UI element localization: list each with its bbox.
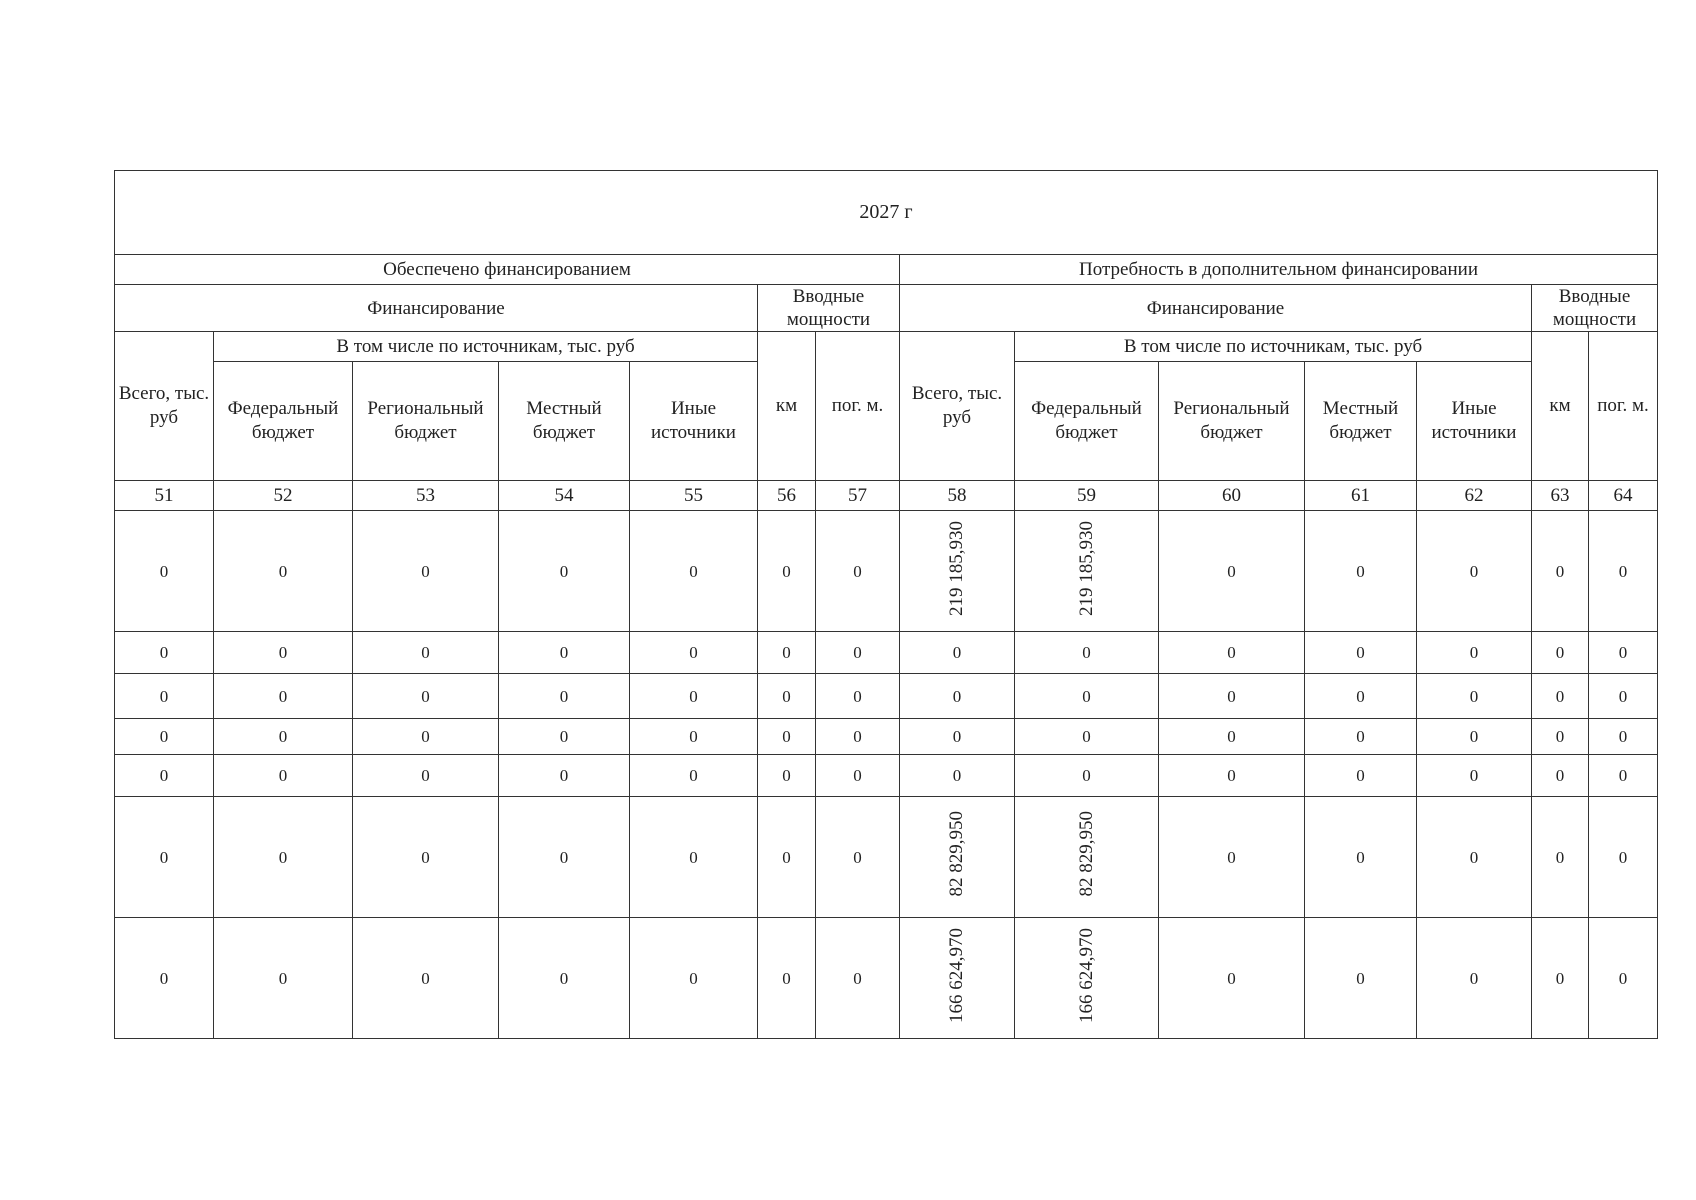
cell-value: 0 — [1469, 561, 1479, 581]
table-cell — [900, 918, 1015, 1039]
table-cell — [758, 511, 816, 632]
cell-value: 0 — [1469, 686, 1479, 706]
table-cell — [1159, 632, 1305, 674]
cell-value: 0 — [1555, 643, 1565, 662]
table-cell — [115, 918, 214, 1039]
table-cell — [214, 755, 353, 797]
table-cell — [1417, 797, 1532, 918]
col-total-secured: Всего, тыс. руб — [115, 332, 214, 481]
table-row — [115, 719, 1658, 755]
table-cell — [1532, 755, 1589, 797]
cell-value: 0 — [1618, 561, 1628, 581]
cell-value: 0 — [853, 968, 862, 988]
table-cell — [499, 918, 630, 1039]
cell-value: 0 — [1469, 847, 1479, 867]
cell-value: 0 — [1227, 686, 1236, 706]
column-number: 53 — [353, 481, 499, 511]
table-cell — [499, 511, 630, 632]
cell-value: 0 — [278, 561, 288, 581]
cell-value: 82 829,950 — [1075, 811, 1097, 897]
table-cell — [353, 755, 499, 797]
table-cell — [1417, 674, 1532, 719]
cell-value: 0 — [853, 643, 862, 662]
table-cell — [630, 511, 758, 632]
table-cell — [1015, 511, 1159, 632]
table-cell — [1305, 797, 1417, 918]
col-federal-additional: Федеральный бюджет — [1015, 362, 1159, 481]
table-cell — [900, 632, 1015, 674]
column-number: 63 — [1532, 481, 1589, 511]
cell-value: 0 — [782, 766, 791, 785]
cell-value: 0 — [1356, 686, 1365, 706]
table-cell — [1305, 674, 1417, 719]
cell-value: 0 — [278, 968, 288, 988]
cell-value: 0 — [853, 847, 862, 867]
col-federal-secured: Федеральный бюджет — [214, 362, 353, 481]
table-row — [115, 918, 1658, 1039]
table-cell — [1417, 755, 1532, 797]
cell-value: 0 — [1356, 847, 1365, 867]
secured-financing-header: Обеспечено финансированием — [115, 255, 900, 285]
additional-financing-header: Потребность в дополнительном финансировании — [900, 255, 1658, 285]
col-local-additional: Местный бюджет — [1305, 362, 1417, 481]
cell-value: 0 — [782, 686, 791, 706]
table-cell — [900, 719, 1015, 755]
table-cell — [1532, 511, 1589, 632]
table-cell — [1159, 511, 1305, 632]
column-numbers-row — [115, 481, 1658, 511]
table-cell — [758, 918, 816, 1039]
cell-value: 0 — [559, 968, 569, 988]
cell-value: 0 — [853, 686, 862, 706]
table-cell — [816, 674, 900, 719]
column-number: 64 — [1589, 481, 1658, 511]
table-cell — [1159, 755, 1305, 797]
table-cell — [1589, 719, 1658, 755]
cell-value: 0 — [689, 766, 698, 785]
cell-value: 0 — [278, 727, 288, 746]
cell-value: 0 — [782, 561, 791, 581]
funding-table-sheet — [114, 170, 1657, 1039]
table-cell — [1589, 632, 1658, 674]
table-cell — [816, 918, 900, 1039]
table-cell — [630, 674, 758, 719]
cell-value: 0 — [782, 968, 791, 988]
cell-value: 0 — [278, 686, 288, 706]
cell-value: 0 — [1555, 968, 1565, 988]
cell-value: 0 — [782, 727, 791, 746]
cell-value: 0 — [421, 643, 430, 662]
table-cell — [1015, 632, 1159, 674]
table-cell — [816, 797, 900, 918]
table-cell — [1589, 511, 1658, 632]
table-cell — [1589, 918, 1658, 1039]
table-cell — [816, 719, 900, 755]
cell-value: 0 — [1356, 727, 1365, 746]
table-cell — [630, 797, 758, 918]
column-number: 57 — [816, 481, 900, 511]
cell-value: 0 — [559, 766, 569, 785]
table-cell — [758, 755, 816, 797]
table-cell — [816, 632, 900, 674]
table-cell — [499, 719, 630, 755]
cell-value: 0 — [1618, 968, 1628, 988]
col-km-additional: км — [1532, 332, 1589, 481]
table-cell — [353, 632, 499, 674]
cell-value: 0 — [559, 727, 569, 746]
col-other-secured: Иные источники — [630, 362, 758, 481]
cell-value: 0 — [782, 847, 791, 867]
table-cell — [214, 674, 353, 719]
cell-value: 0 — [1618, 727, 1628, 746]
table-cell — [115, 719, 214, 755]
table-row — [115, 755, 1658, 797]
table-cell — [630, 755, 758, 797]
cell-value: 0 — [1618, 686, 1628, 706]
financing-header-secured: Финансирование — [115, 285, 758, 332]
cell-value: 0 — [689, 643, 698, 662]
cell-value: 0 — [1555, 686, 1565, 706]
table-cell — [214, 719, 353, 755]
cell-value: 0 — [1356, 968, 1365, 988]
table-cell — [630, 918, 758, 1039]
cell-value: 0 — [689, 727, 698, 746]
table-cell — [1589, 674, 1658, 719]
column-number: 60 — [1159, 481, 1305, 511]
cell-value: 0 — [1618, 766, 1628, 785]
table-cell — [214, 797, 353, 918]
table-cell — [816, 755, 900, 797]
table-cell — [1305, 511, 1417, 632]
column-number: 55 — [630, 481, 758, 511]
cell-value: 0 — [1469, 968, 1479, 988]
table-cell — [1589, 755, 1658, 797]
table-cell — [1532, 719, 1589, 755]
cell-value: 0 — [1356, 561, 1365, 581]
table-cell — [1159, 674, 1305, 719]
cell-value: 0 — [559, 561, 569, 581]
col-other-additional: Иные источники — [1417, 362, 1532, 481]
table-cell — [900, 674, 1015, 719]
table-cell — [630, 719, 758, 755]
cell-value: 0 — [1356, 766, 1365, 785]
column-number: 61 — [1305, 481, 1417, 511]
cell-value: 0 — [689, 968, 698, 988]
table-cell — [214, 632, 353, 674]
cell-value: 0 — [421, 766, 430, 785]
table-cell — [499, 755, 630, 797]
col-local-secured: Местный бюджет — [499, 362, 630, 481]
cell-value: 0 — [952, 727, 962, 746]
cell-value: 82 829,950 — [946, 811, 967, 897]
table-cell — [214, 918, 353, 1039]
table-cell — [499, 674, 630, 719]
table-cell — [1015, 719, 1159, 755]
table-cell — [1589, 797, 1658, 918]
cell-value: 0 — [159, 847, 169, 867]
column-number: 54 — [499, 481, 630, 511]
table-cell — [1417, 632, 1532, 674]
cell-value: 0 — [1618, 847, 1628, 867]
cell-value: 0 — [952, 686, 962, 706]
table-cell — [1532, 674, 1589, 719]
sources-header-additional: В том числе по источникам, тыс. руб — [1015, 332, 1532, 362]
table-cell — [758, 719, 816, 755]
capacity-header-secured: Вводные мощности — [758, 285, 900, 332]
cell-value: 166 624,970 — [1075, 927, 1097, 1023]
cell-value: 0 — [421, 686, 430, 706]
table-cell — [1015, 755, 1159, 797]
cell-value: 0 — [782, 643, 791, 662]
column-number: 56 — [758, 481, 816, 511]
cell-value: 0 — [1227, 766, 1236, 785]
table-cell — [900, 755, 1015, 797]
table-cell — [758, 632, 816, 674]
funding-table — [114, 170, 1658, 1039]
cell-value: 0 — [689, 561, 698, 581]
column-number: 51 — [115, 481, 214, 511]
cell-value: 0 — [278, 643, 288, 662]
table-cell — [353, 797, 499, 918]
year-title: 2027 г — [115, 171, 1658, 255]
cell-value: 166 624,970 — [946, 927, 967, 1023]
cell-value: 0 — [159, 766, 169, 785]
table-cell — [1159, 719, 1305, 755]
cell-value: 219 185,930 — [946, 520, 967, 616]
cell-value: 0 — [1227, 561, 1236, 581]
table-cell — [115, 511, 214, 632]
table-cell — [1159, 797, 1305, 918]
cell-value: 0 — [421, 847, 430, 867]
cell-value: 0 — [1469, 727, 1479, 746]
column-number: 52 — [214, 481, 353, 511]
table-row — [115, 632, 1658, 674]
cell-value: 0 — [1469, 766, 1479, 785]
table-cell — [1417, 918, 1532, 1039]
table-cell — [1305, 918, 1417, 1039]
cell-value: 0 — [1555, 847, 1565, 867]
col-total-additional: Всего, тыс. руб — [900, 332, 1015, 481]
table-cell — [1532, 632, 1589, 674]
col-pog-secured: пог. м. — [816, 332, 900, 481]
table-cell — [214, 511, 353, 632]
table-cell — [353, 719, 499, 755]
table-cell — [900, 511, 1015, 632]
table-cell — [1305, 755, 1417, 797]
cell-value: 0 — [1555, 727, 1565, 746]
table-cell — [353, 511, 499, 632]
table-cell — [115, 674, 214, 719]
table-cell — [816, 511, 900, 632]
cell-value: 0 — [1356, 643, 1365, 662]
column-number: 59 — [1015, 481, 1159, 511]
cell-value: 0 — [1555, 561, 1565, 581]
table-cell — [758, 674, 816, 719]
table-cell — [115, 797, 214, 918]
col-regional-secured: Региональный бюджет — [353, 362, 499, 481]
cell-value: 0 — [952, 643, 962, 662]
table-row — [115, 674, 1658, 719]
cell-value: 0 — [559, 643, 569, 662]
cell-value: 0 — [559, 847, 569, 867]
table-row — [115, 797, 1658, 918]
table-cell — [499, 797, 630, 918]
table-cell — [115, 632, 214, 674]
cell-value: 0 — [159, 727, 169, 746]
cell-value: 0 — [1227, 847, 1236, 867]
cell-value: 0 — [1082, 766, 1091, 785]
table-cell — [499, 632, 630, 674]
cell-value: 0 — [1227, 727, 1236, 746]
table-cell — [115, 755, 214, 797]
table-cell — [353, 674, 499, 719]
cell-value: 0 — [1227, 968, 1236, 988]
cell-value: 0 — [689, 847, 698, 867]
table-cell — [1305, 632, 1417, 674]
col-regional-additional: Региональный бюджет — [1159, 362, 1305, 481]
cell-value: 0 — [1227, 643, 1236, 662]
cell-value: 0 — [853, 727, 862, 746]
column-number: 58 — [900, 481, 1015, 511]
table-cell — [1532, 918, 1589, 1039]
cell-value: 0 — [559, 686, 569, 706]
table-cell — [1159, 918, 1305, 1039]
cell-value: 0 — [1082, 686, 1091, 706]
cell-value: 0 — [278, 766, 288, 785]
table-row — [115, 511, 1658, 632]
cell-value: 0 — [159, 968, 169, 988]
cell-value: 0 — [1082, 643, 1091, 662]
cell-value: 0 — [689, 686, 698, 706]
table-cell — [1417, 719, 1532, 755]
table-cell — [1015, 918, 1159, 1039]
table-cell — [353, 918, 499, 1039]
cell-value: 0 — [853, 561, 862, 581]
cell-value: 0 — [1555, 766, 1565, 785]
column-number: 62 — [1417, 481, 1532, 511]
cell-value: 0 — [159, 643, 169, 662]
cell-value: 0 — [853, 766, 862, 785]
table-cell — [1417, 511, 1532, 632]
table-cell — [900, 797, 1015, 918]
cell-value: 0 — [1469, 643, 1479, 662]
cell-value: 0 — [1082, 727, 1091, 746]
col-pog-additional: пог. м. — [1589, 332, 1658, 481]
sources-header-secured: В том числе по источникам, тыс. руб — [214, 332, 758, 362]
cell-value: 0 — [1618, 643, 1628, 662]
cell-value: 219 185,930 — [1075, 520, 1097, 616]
financing-header-additional: Финансирование — [900, 285, 1532, 332]
col-km-secured: км — [758, 332, 816, 481]
cell-value: 0 — [952, 766, 962, 785]
table-cell — [630, 632, 758, 674]
table-cell — [1305, 719, 1417, 755]
cell-value: 0 — [159, 686, 169, 706]
table-cell — [758, 797, 816, 918]
cell-value: 0 — [421, 727, 430, 746]
cell-value: 0 — [159, 561, 169, 581]
table-cell — [1015, 797, 1159, 918]
table-cell — [1532, 797, 1589, 918]
cell-value: 0 — [421, 968, 430, 988]
cell-value: 0 — [421, 561, 430, 581]
table-cell — [1015, 674, 1159, 719]
cell-value: 0 — [278, 847, 288, 867]
capacity-header-additional: Вводные мощности — [1532, 285, 1658, 332]
